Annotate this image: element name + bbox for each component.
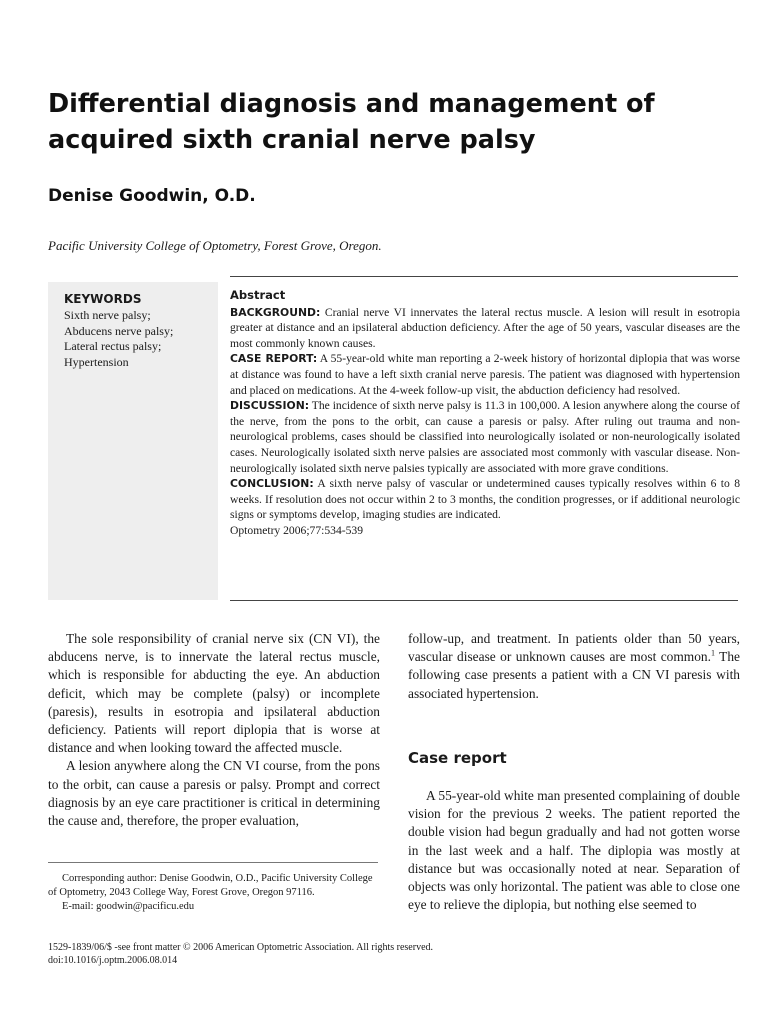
- abstract-text: The incidence of sixth nerve palsy is 11.3 in 100,000. A lesion anywhere along the course of the nerve, from the pons to the orbit, can cause a paresis or palsy. After ruling out trauma and non-neurological problems, cases should be classified into neurologically isolated or non-neurologically isolated cases. Neurologically isolated sixth nerve palsies are associated most commonly with vascular disease. Non-neurologically isolated sixth nerve palsies typically are associated with more grave conditions.: [230, 399, 740, 475]
- abstract-discussion: [230, 398, 740, 476]
- body-text: The following case presents a patient with a CN VI paresis with associated hypertension.: [408, 649, 740, 701]
- keywords-heading: KEYWORDS: [64, 292, 142, 306]
- abstract-label: BACKGROUND:: [230, 305, 321, 319]
- footnote-rule: [48, 862, 378, 863]
- body-column-left: [48, 630, 380, 830]
- abstract-text: A 55-year-old white man reporting a 2-week history of horizontal diplopia that was worse at distance was found to have a left sixth cranial nerve paresis. The patient was diagnosed with hypertension and placed on medications. At the 4-week follow-up visit, the abduction deficiency had resolved.: [230, 352, 740, 397]
- body-paragraph: [408, 630, 740, 703]
- abstract-heading: Abstract: [230, 288, 286, 302]
- body-column-right: [408, 630, 740, 914]
- abstract-text: A sixth nerve palsy of vascular or undetermined causes typically resolves within 6 to 8 weeks. If resolution does not occur within 2 to 3 months, the condition progresses, or if additional neurologic signs or symptoms develop, imaging studies are indicated.: [230, 477, 740, 522]
- correspondence-footnote: [48, 872, 378, 914]
- keyword-item: Lateral rectus palsy;: [64, 339, 162, 353]
- abstract-label: CONCLUSION:: [230, 477, 314, 491]
- keyword-item: Sixth nerve palsy;: [64, 308, 151, 322]
- copyright-line: 1529-1839/06/$ -see front matter © 2006 American Optometric Association. All rights reserved.: [48, 942, 434, 953]
- reference-marker[interactable]: 1: [710, 648, 715, 658]
- doi-line: doi:10.1016/j.optm.2006.08.014: [48, 954, 178, 966]
- author-affiliation: Pacific University College of Optometry, Forest Grove, Oregon.: [48, 238, 382, 253]
- body-paragraph: The sole responsibility of cranial nerve six (CN VI), the abducens nerve, is to innervate the lateral rectus muscle, which is responsible for abducting the eye. An abduction deficit, which may be complete (palsy) or incomplete (paresis), results in esotropia and ipsilateral abduction deficiency. Patients will report diplopia that is worse at distance and when looking toward the affected muscle.: [48, 631, 380, 756]
- body-paragraph: A lesion anywhere along the CN VI course, from the pons to the orbit, can cause a paresis or palsy. Prompt and correct diagnosis by an eye care practitioner is critical in determining the cause and, therefore, the proper evaluation,: [48, 758, 380, 829]
- abstract-label: DISCUSSION:: [230, 399, 310, 413]
- abstract-top-rule: [230, 276, 738, 277]
- copyright-block: [48, 942, 433, 967]
- abstract-case-report: [230, 351, 740, 398]
- keyword-item: Abducens nerve palsy;: [64, 323, 174, 338]
- abstract-text: Cranial nerve VI innervates the lateral rectus muscle. A lesion will result in esotropia greater at distance and an ipsilateral abduction deficiency. After the age of 50 years, vascular diseases are the most commonly known causes.: [230, 305, 741, 350]
- correspondence-email: E-mail: goodwin@pacificu.edu: [62, 901, 195, 912]
- abstract-conclusion: [230, 476, 740, 523]
- case-report-heading: Case report: [408, 748, 507, 767]
- body-paragraph: A 55-year-old white man presented complaining of double vision for the previous 2 weeks. The patient reported the double vision had begun gradually and had not gotten worse in the last week and a half. The diplopia was mostly at distance but was occasionally noted at near. Separation of objects was only horizontal. The patient was able to close one eye to relieve the diplopia, but nothing else seemed to: [408, 788, 740, 913]
- article-author: Denise Goodwin, O.D.: [48, 186, 256, 206]
- keyword-item: Hypertension: [64, 354, 129, 369]
- body-text: follow-up, and treatment. In patients older than 50 years, vascular disease or unknown causes are most common.: [408, 631, 740, 665]
- abstract-label: CASE REPORT:: [230, 352, 318, 366]
- journal-citation: Optometry 2006;77:534-539: [230, 523, 363, 537]
- keywords-box: [48, 282, 218, 600]
- correspondence-text: Corresponding author: Denise Goodwin, O.D., Pacific University College of Optometry, 2043 College Way, Forest Grove, Oregon 97116.: [48, 873, 373, 898]
- article-title: Differential diagnosis and management of acquired sixth cranial nerve palsy: [48, 89, 655, 155]
- abstract-bottom-rule: [230, 600, 738, 601]
- abstract: [230, 288, 740, 539]
- abstract-background: [230, 305, 740, 352]
